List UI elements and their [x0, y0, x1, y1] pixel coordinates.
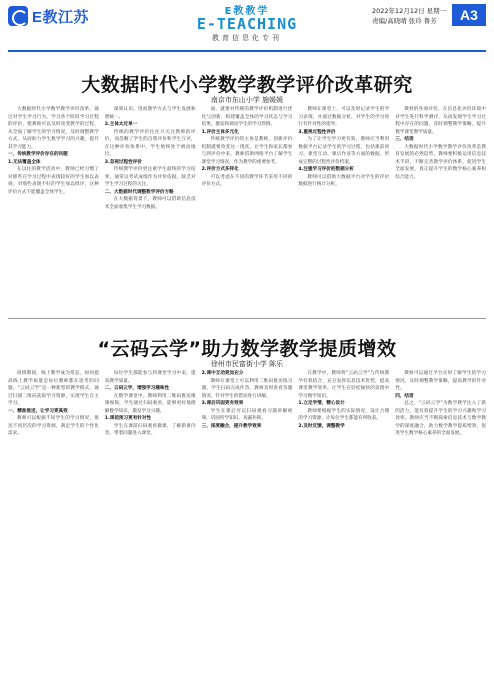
section-subtitle: 教育信息化专刊: [212, 34, 282, 42]
logo-text: E教江苏: [32, 8, 90, 26]
section-heading: 2.评价方式多样化: [201, 167, 239, 172]
section-heading: 3.课后巩固更有效果: [201, 401, 244, 406]
paragraph: 在以往的教学活动中，教师已经习惯了对那些在学习过程中表现较好的学生加以表扬，对那些表现不好的学生加以批评，这种评价方式不能覆盖全体学生。: [8, 167, 99, 195]
article-divider: [8, 318, 486, 319]
section-heading: 三、结语: [395, 137, 414, 142]
section-heading: 3.忽视过程性评价: [104, 159, 142, 165]
paragraph: 为了让学生学习更有效，教师应当利用数据平台记录学生的学习过程，包括课前预习、课堂互动、课后作业等方面的数据，形成完整的过程性评价档案。: [298, 137, 390, 165]
paragraph: 教师在课堂上可以利用二维码推送练习题，学生扫码完成作答，教师及时查看答题情况，针对学生的错误进行讲解。: [201, 378, 293, 399]
masthead-divider: [8, 50, 486, 52]
paragraph: 教师可以根据不同学生的学习情况，推送不同层次的学习资源，满足学生的个性化需求。: [8, 416, 99, 436]
section-title: E教教学: [224, 6, 270, 17]
section-heading: 2.课中互动更加充分: [201, 371, 244, 376]
text-column: [105, 106, 196, 314]
article1-byline: 南京市东山小学 施媛媛: [210, 96, 284, 104]
text-column: [202, 106, 293, 314]
section-heading: 1.立足学情，精心设计: [298, 401, 345, 406]
section-heading: 三、深度融合，提升教学效果: [201, 423, 262, 429]
section-brand: E-TEACHING: [196, 15, 298, 33]
article2-title: “云码云学”助力数学教学提质增效: [97, 338, 397, 360]
paragraph: 可以考虑在不同的教学环节采用不同的评价方式。: [201, 174, 293, 187]
text-column: [298, 370, 389, 688]
paragraph: 总之，“云码云学”为数学教学注入了新的活力，能有效提升学生的学习兴趣和学习效率。教师应当不断探索信息技术与数学教学的深度融合，助力数学教学提质增效，促进学生数学核心素养的全面发展。: [395, 401, 486, 436]
paragraph: 面，就要对传统的教学评价机制进行优化与创新，构建覆盖全体的学习状态与学习结果，激发和调动学生的学习热情。: [201, 107, 293, 127]
paragraph: 大数据时代小学数学教学评价改革，通过对学生学习行为、学习各个阶段学习过程的评价，使教师可以及时改变教学的过程，从全面了解学生的学习情况，及时调整教学方式，从而助力学生数学学习的兴趣，提升其学习能力。: [8, 107, 99, 150]
paragraph: 在数学课堂中，教师利用二维码推送微课视频，学生通过扫码观看，能够更好地理解数学知识，激发学习兴趣。: [104, 393, 196, 414]
logo: [8, 6, 89, 26]
masthead: [0, 0, 494, 54]
paragraph: 教师可以借助大数据平台对学生的评价数据进行统计分析。: [298, 174, 390, 187]
section-heading: 1.课前预习更有针对性: [104, 416, 152, 421]
section-heading: 2.及时反馈，调整教学: [298, 423, 345, 429]
text-column: [298, 106, 389, 314]
text-column: [8, 370, 99, 688]
text-column: [8, 106, 99, 314]
article1-title: 大数据时代小学数学教学评价改革研究: [81, 74, 413, 96]
paragraph: 疫情期间，线上教学成为常态，如何提高线上教学质量是每位教师都在思考的问题。“云码云学”是一种新型的教学模式，通过扫描二维码获取学习资源，实现学生自主学习。: [8, 371, 99, 406]
paragraph: 在教学中，教师将“云码云学”与传统教学有机结合，充分发挥信息技术优势，提高课堂教学效率，让学生在轻松愉快的氛围中学习数学知识。: [298, 371, 390, 399]
paragraph: 大数据时代小学数学教学评价改革是教育发展的必然趋势，教师要积极运用信息技术手段，不断完善教学评价体系，促进学生全面发展，真正提升学生的数学核心素养和综合能力。: [395, 144, 486, 180]
issue-date: 2022年12月12日 星期一: [372, 7, 447, 15]
paragraph: 每位学生都能参与到课堂学习中来，提高教学质量。: [104, 371, 196, 384]
paragraph: 教师要根据学生的实际情况，设计合理的学习资源，让每位学生都能有所收获。: [298, 408, 390, 421]
section-heading: 二、云码云学，增强学习趣味性: [104, 386, 170, 391]
section-heading: 一、传统教学评价存在的问题: [8, 152, 68, 157]
section-heading: 四、结语: [395, 393, 414, 399]
text-column: [105, 370, 196, 688]
editors: 责编/高晓晴 张玲 鲁芳: [372, 17, 437, 25]
paragraph: 教师在课堂上，可以及时记录学生的学习表现，并通过数据分析，对学生的学习进行有针对性的指导。: [298, 107, 390, 127]
section-heading: 1.无法覆盖全体: [8, 159, 41, 165]
section-heading: 二、大数据时代调整数学评价方略: [104, 189, 174, 195]
paragraph: 传统教学评价的主体是教师，创新评价机制就要改变这一现状，让学生和家长都参与到评价中来，教师借助网络平台了解学生课堂学习情况，作为教学的重要参考。: [201, 137, 293, 165]
paragraph: 学生在课前扫码观看微课，了解新课内容，带着问题进入课堂。: [104, 423, 196, 436]
page-number: A3: [452, 4, 486, 26]
text-column: [202, 370, 293, 688]
paragraph: 教材的各项评价，在信息化评价环境中对学生进行科学测评，从而发现学生学习过程中存在的问题，及时调整教学策略，提升数学课堂教学质量。: [395, 107, 486, 135]
paragraph: 深刻认识，进而教学方式与学生发展和谐统一。: [104, 107, 196, 120]
section-heading: 3.重视过程性评价: [298, 129, 336, 135]
article2-byline: 徐州市民富街小学 陈乐: [210, 360, 284, 368]
section-heading: 2.主体太过单一: [104, 122, 138, 127]
logo-icon: [8, 6, 28, 26]
text-column: [395, 370, 486, 688]
section-heading: 4.注重学习评价的数据分析: [298, 167, 354, 172]
paragraph: 传统教学评价更注重学生最终的学习结果，通常以考试成绩作为评价依据，缺乏对学生学习过程的关注。: [104, 167, 196, 187]
paragraph: 传统的教学评价往往只关注教师的评价，而忽略了学生的自我评价和学生互评，在这种评价体系中，学生始终处于被动地位。: [104, 129, 196, 157]
paragraph: 教师可以通过平台实时了解学生的学习情况，及时调整教学策略，提高教学的针对性。: [395, 371, 486, 391]
text-column: [395, 106, 486, 314]
section-heading: 一、精准推送，让学习更高效: [8, 408, 68, 414]
paragraph: 学生在课后可以扫码观看习题讲解视频，巩固所学知识，查漏补缺。: [201, 408, 293, 421]
paragraph: 在大数据背景下，教师可以借助信息技术全面收集学生学习数据。: [104, 197, 196, 210]
section-heading: 1.评价主体多元化: [201, 129, 239, 135]
